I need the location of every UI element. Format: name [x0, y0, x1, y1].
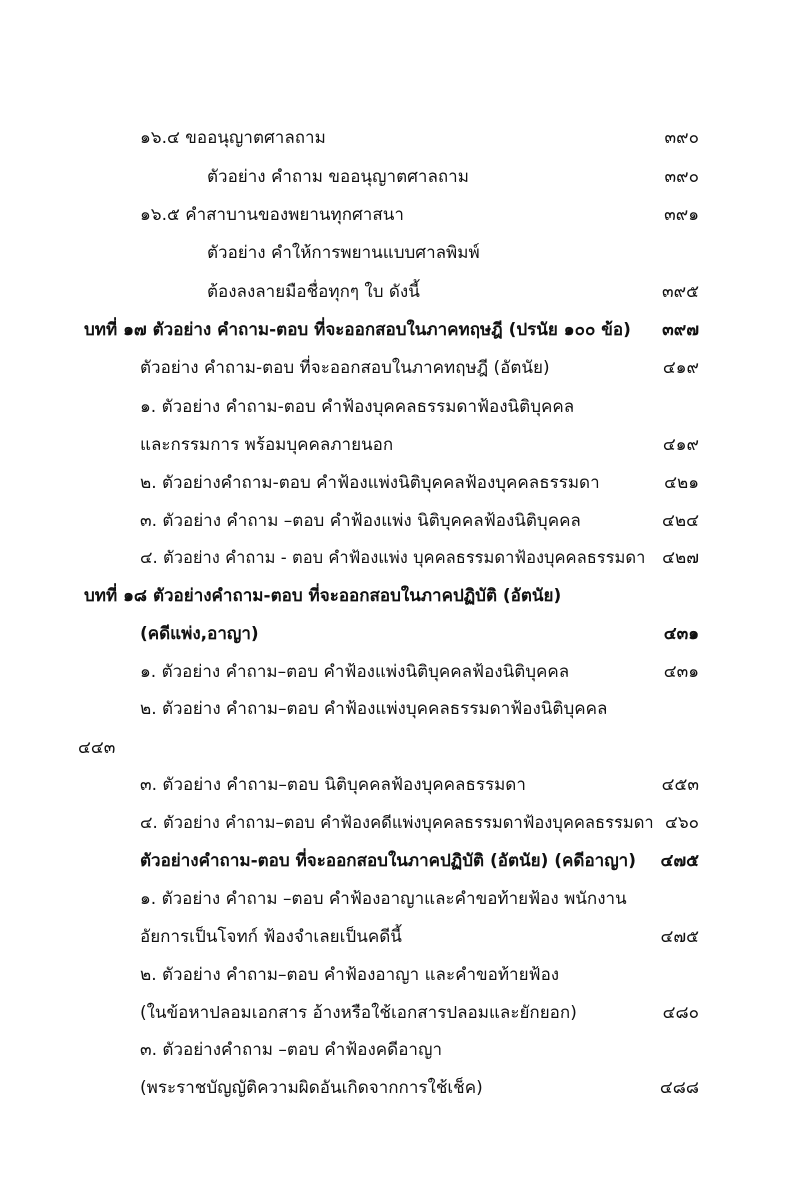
entry-text: ๔. ตัวอย่าง คำถาม–ตอบ คำฟ้องคดีแพ่งบุคคลธรรมดาฟ้องบุคคลธรรมดา	[140, 813, 654, 832]
toc-entry	[0, 882, 795, 916]
toc-entry	[0, 1033, 795, 1067]
entry-text: ตัวอย่าง คำถาม ขออนุญาตศาลถาม	[207, 167, 469, 187]
section-heading	[0, 844, 795, 878]
toc-entry	[0, 806, 795, 840]
entry-text: ๑. ตัวอย่าง คำถาม-ตอบ คำฟ้องบุคคลธรรมดาฟ้องนิติบุคคล	[140, 397, 575, 417]
entry-text: ๑. ตัวอย่าง คำถาม –ตอบ คำฟ้องอาญาและคำขอท้ายฟ้อง พนักงาน	[140, 889, 627, 909]
toc-entry	[0, 275, 795, 309]
page-number: ๔๗๕	[660, 927, 699, 947]
toc-entry	[0, 428, 795, 462]
chapter-heading-continued	[0, 617, 795, 651]
toc-entry	[0, 1071, 795, 1105]
entry-text: ตัวอย่าง คำให้การพยานแบบศาลพิมพ์	[207, 243, 480, 263]
chapter-heading	[0, 579, 795, 613]
page-number: ๓๙๑	[664, 205, 699, 225]
entry-text: ต้องลงลายมือชื่อทุกๆ ใบ ดังนี้	[207, 282, 420, 302]
toc-entry-wrapped-page	[0, 731, 795, 765]
entry-text: ๓. ตัวอย่าง คำถาม –ตอบ คำฟ้องแพ่ง นิติบุคคลฟ้องนิติบุคคล	[140, 511, 581, 531]
chapter-heading	[0, 313, 795, 347]
entry-text: ๑. ตัวอย่าง คำถาม–ตอบ คำฟ้องแพ่งนิติบุคคลฟ้องนิติบุคคล	[140, 662, 570, 682]
page-number: ๔๓๑	[663, 662, 699, 682]
page-number: ๓๙๐	[664, 128, 699, 148]
entry-text: อัยการเป็นโจทก์ ฟ้องจำเลยเป็นคดีนี้	[140, 927, 402, 947]
toc-entry	[0, 504, 795, 538]
page-number: ๔๒๔	[662, 511, 699, 531]
toc-entry	[0, 541, 795, 575]
toc-entry	[0, 692, 795, 726]
page-number: ๔๓๑	[663, 624, 699, 644]
page-number: ๔๖๐	[664, 813, 699, 833]
page-number: ๔๒๑	[664, 473, 699, 493]
toc-entry	[0, 351, 795, 385]
toc-entry	[0, 236, 795, 270]
page-number: ๔๑๙	[662, 435, 699, 455]
entry-text: (คดีแพ่ง,อาญา)	[140, 624, 259, 644]
toc-entry	[0, 198, 795, 232]
entry-text: (พระราชบัญญัติความผิดอันเกิดจากการใช้เช็ค)	[140, 1078, 483, 1098]
page-number: ๓๙๗	[662, 320, 699, 340]
entry-text: ๔. ตัวอย่าง คำถาม - ตอบ คำฟ้องแพ่ง บุคคลธรรมดาฟ้องบุคคลธรรมดา	[140, 548, 646, 567]
toc-entry	[0, 121, 795, 155]
entry-text: (ในข้อหาปลอมเอกสาร อ้างหรือใช้เอกสารปลอมและยักยอก)	[140, 1003, 577, 1023]
entry-text: ๑๖.๔ ขออนุญาตศาลถาม	[140, 128, 326, 148]
page-number: ๔๘๐	[662, 1003, 699, 1023]
page-number: ๔๘๘	[659, 1078, 699, 1098]
toc-entry	[0, 958, 795, 992]
entry-text: ๔๔๓	[78, 738, 116, 758]
entry-text: บทที่ ๑๘ ตัวอย่างคำถาม-ตอบ ที่จะออกสอบในภาคปฏิบัติ (อัตนัย)	[84, 586, 562, 606]
entry-text: ๑๖.๕ คำสาบานของพยานทุกศาสนา	[140, 205, 404, 225]
toc-entry	[0, 768, 795, 802]
entry-text: ๒. ตัวอย่างคำถาม-ตอบ คำฟ้องแพ่งนิติบุคคลฟ้องบุคคลธรรมดา	[140, 473, 600, 493]
page-number: ๔๕๓	[661, 775, 699, 795]
toc-entry	[0, 996, 795, 1030]
entry-text: ๒. ตัวอย่าง คำถาม–ตอบ คำฟ้องแพ่งบุคคลธรรมดาฟ้องนิติบุคคล	[140, 699, 608, 719]
entry-text: ๒. ตัวอย่าง คำถาม–ตอบ คำฟ้องอาญา และคำขอท้ายฟ้อง	[140, 965, 560, 985]
entry-text: และกรรมการ พร้อมบุคคลภายนอก	[140, 435, 394, 455]
toc-entry	[0, 655, 795, 689]
entry-text: ตัวอย่างคำถาม-ตอบ ที่จะออกสอบในภาคปฏิบัติ (อัตนัย) (คดีอาญา)	[140, 851, 636, 871]
page-number: ๔๗๕	[660, 851, 699, 871]
page-number: ๔๑๙	[662, 358, 699, 378]
entry-text: บทที่ ๑๗ ตัวอย่าง คำถาม-ตอบ ที่จะออกสอบในภาคทฤษฎี (ปรนัย ๑๐๐ ข้อ)	[84, 320, 631, 340]
toc-entry	[0, 160, 795, 194]
entry-text: ๓. ตัวอย่าง คำถาม–ตอบ นิติบุคคลฟ้องบุคคลธรรมดา	[140, 775, 526, 795]
toc-entry	[0, 390, 795, 424]
page-number: ๓๙๐	[664, 167, 699, 187]
toc-entry	[0, 920, 795, 954]
entry-text: ตัวอย่าง คำถาม-ตอบ ที่จะออกสอบในภาคทฤษฎี (อัตนัย)	[140, 358, 550, 378]
entry-text: ๓. ตัวอย่างคำถาม –ตอบ คำฟ้องคดีอาญา	[140, 1040, 443, 1060]
toc-entry	[0, 466, 795, 500]
page-number: ๔๒๗	[662, 548, 699, 568]
page-number: ๓๙๕	[662, 282, 699, 302]
